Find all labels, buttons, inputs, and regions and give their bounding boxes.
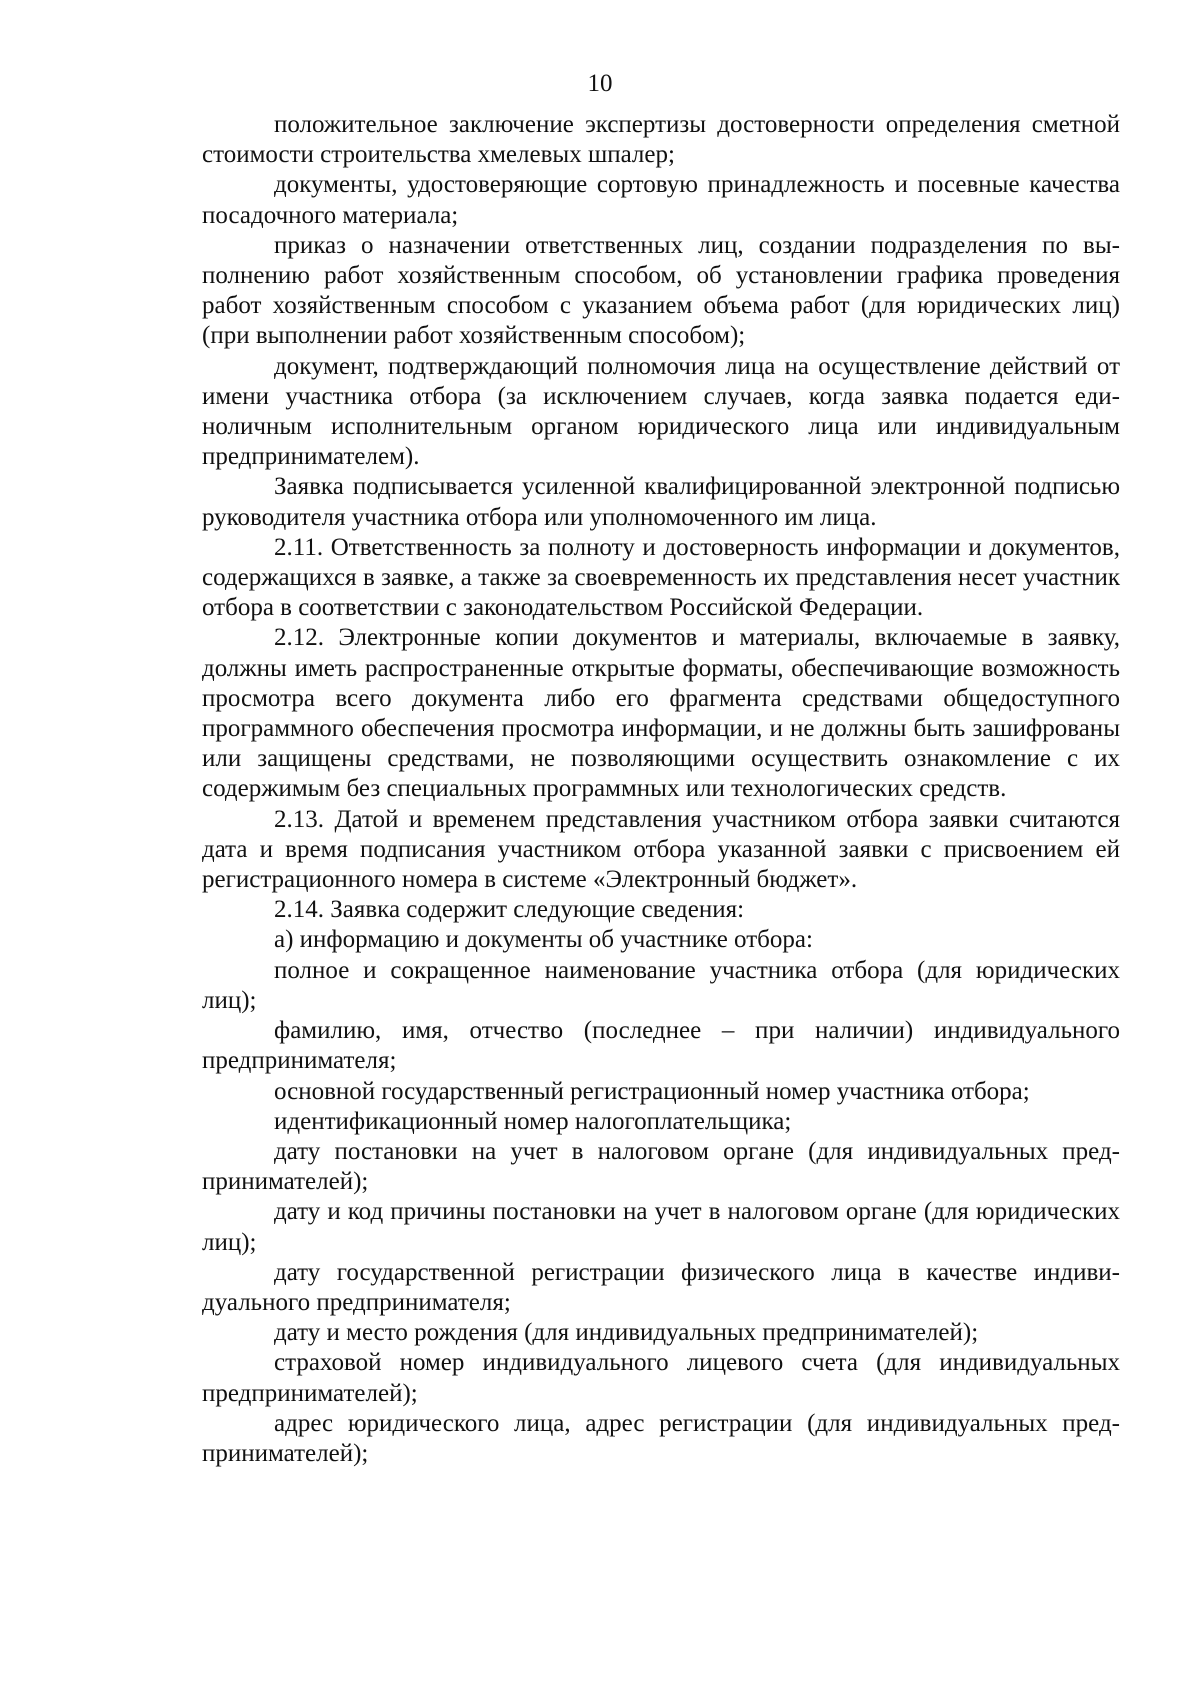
paragraph-ogrn: основной государственный регистрационный номер участника отбора; xyxy=(274,1077,1030,1105)
paragraph-authority-document: документ, подтверждающий полномочия лица на осуществление действий от имени участника отбора (за исключением случаев, когда заявка подается единоличным исполнительным органом юридического лица или индивидуальным предпринимателем). xyxy=(202,352,1120,471)
paragraph-address: адрес юридического лица, адрес регистрации (для индивидуальных предпринимателей); xyxy=(202,1409,1120,1467)
paragraph-2-14: 2.14. Заявка содержит следующие сведения: xyxy=(274,896,745,924)
paragraph-full-name: полное и сокращенное наименование участника отбора (для юридических лиц); xyxy=(202,956,1120,1014)
paragraph-snils: страховой номер индивидуального лицевого счета (для индивидуальных предпринимателей); xyxy=(202,1349,1120,1407)
paragraph-planting-material-docs: документы, удостоверяющие сортовую принадлежность и посевные качества посадочного материала; xyxy=(202,171,1120,229)
paragraph-tax-registration-date: дату постановки на учет в налоговом органе (для индивидуальных предпринимателей); xyxy=(202,1137,1120,1196)
paragraph-estimate-expertise: положительное заключение экспертизы достоверности определения сметной стоимости строительства хмелевых шпалер; xyxy=(202,111,1120,169)
paragraph-2-13: 2.13. Датой и временем представления участником отбора заявки считаются дата и время подписания участником отбора указанной заявки с присвоением ей регистрационного номера в системе «Электронный бюджет». xyxy=(202,805,1120,894)
page-number: 10 xyxy=(587,70,613,97)
paragraph-state-registration-date: дату государственной регистрации физического лица в качестве индивидуального предпринимателя; xyxy=(202,1258,1120,1316)
paragraph-item-a: а) информацию и документы об участнике отбора: xyxy=(274,926,813,954)
paragraph-2-11: 2.11. Ответственность за полноту и достоверность информации и документов, содержащихся в заявке, а также за своевременность их представления несет участник отбора в соответствии с законодательством Российской Федерации. xyxy=(202,533,1120,622)
paragraph-fio: фамилию, имя, отчество (последнее – при наличии) индивидуального предпринимателя; xyxy=(202,1017,1120,1075)
paragraph-birth: дату и место рождения (для индивидуальных предпринимателей); xyxy=(274,1319,979,1347)
paragraph-signature: Заявка подписывается усиленной квалифицированной электронной подписью руководителя участника отбора или уполномоченного им лица. xyxy=(202,473,1120,531)
paragraph-2-12: 2.12. Электронные копии документов и материалы, включаемые в заявку, должны иметь распространенные открытые форматы, обеспечивающие возможность просмотра всего документа либо его фрагмента средствами общедоступного программного обеспечения просмотра информации, и не должны быть зашифрованы или защищены средствами, не позволяющими осуществить ознакомление с их содержимым без специальных программных или технологических средств. xyxy=(202,624,1120,803)
document-body xyxy=(202,110,1120,1469)
paragraph-inn: идентификационный номер налогоплательщика; xyxy=(274,1107,792,1135)
paragraph-kpp: дату и код причины постановки на учет в налоговом органе (для юридических лиц); xyxy=(202,1198,1120,1256)
paragraph-responsible-persons-order: приказ о назначении ответственных лиц, создании подразделения по выполнению работ хозяйственным способом, об установлении графика проведения работ хозяйственным способом с указанием объема работ (для юридических лиц) (при выполнении работ хозяйственным способом); xyxy=(202,231,1120,350)
